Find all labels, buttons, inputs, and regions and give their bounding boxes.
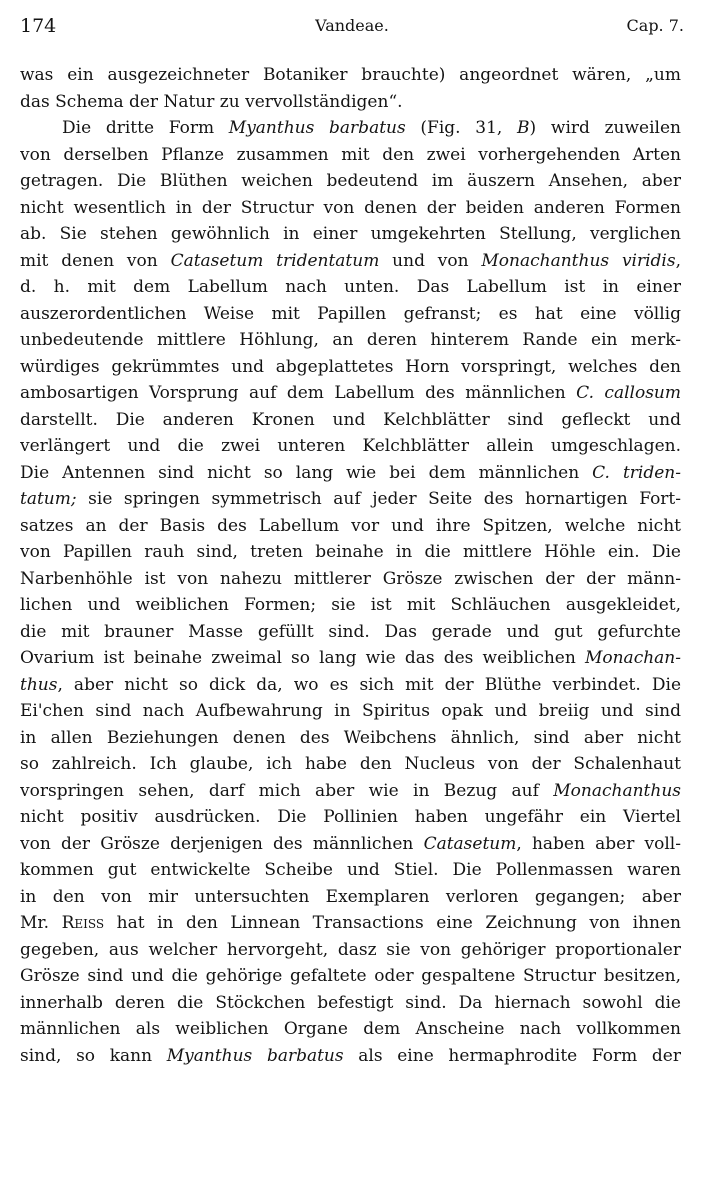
text-line: von der Grösze derjenigen des männlichen Catasetum, haben aber voll- bbox=[20, 833, 681, 854]
text-line: Ei'chen sind nach Aufbewahrung in Spiritus opak und breiig und sind bbox=[20, 701, 681, 721]
text-line: würdiges gekrümmtes und abgeplattetes Horn vorspringt, welches den bbox=[20, 356, 681, 377]
text-line: unbedeutende mittlere Höhlung, an deren hinterem Rande ein merk- bbox=[20, 330, 681, 350]
text-line: tatum; sie springen symmetrisch auf jeder Seite des hornartigen Fort- bbox=[20, 489, 681, 509]
text-line: Die Antennen sind nicht so lang wie bei dem männlichen C. triden- bbox=[20, 462, 681, 483]
text-line: in den von mir untersuchten Exemplaren verloren gegangen; aber bbox=[20, 886, 681, 907]
text-line: das Schema der Natur zu vervollständigen“. bbox=[20, 91, 403, 112]
text-line: darstellt. Die anderen Kronen und Kelchblätter sind gefleckt und bbox=[20, 409, 681, 430]
text-line: kommen gut entwickelte Scheibe und Stiel. Die Pollenmassen waren bbox=[20, 860, 681, 880]
text-line: verlängert und die zwei unteren Kelchblätter allein umgeschlagen. bbox=[20, 436, 681, 456]
text-line: auszerordentlichen Weise mit Papillen gefranst; es hat eine völlig bbox=[20, 303, 681, 324]
page-number: 174 bbox=[20, 15, 57, 37]
text-line: sind, so kann Myanthus barbatus als eine hermaphrodite Form der bbox=[20, 1045, 681, 1066]
text-line: von derselben Pflanze zusammen mit den zwei vorhergehenden Arten bbox=[20, 144, 681, 165]
text-line: in allen Beziehungen denen des Weibchens ähnlich, sind aber nicht bbox=[20, 727, 681, 748]
text-line: innerhalb deren die Stöckchen befestigt sind. Da hiernach sowohl die bbox=[20, 992, 681, 1013]
text-line: ab. Sie stehen gewöhnlich in einer umgekehrten Stellung, verglichen bbox=[20, 224, 681, 244]
text-line: von Papillen rauh sind, treten beinahe in die mittlere Höhle ein. Die bbox=[20, 542, 681, 562]
text-line: nicht wesentlich in der Structur von denen der beiden anderen Formen bbox=[20, 197, 681, 218]
chapter-label: Cap. 7. bbox=[626, 16, 684, 35]
text-line: thus, aber nicht so dick da, wo es sich mit der Blüthe verbindet. Die bbox=[20, 674, 681, 695]
text-line: d. h. mit dem Labellum nach unten. Das Labellum ist in einer bbox=[20, 277, 681, 297]
text-line: so zahlreich. Ich glaube, ich habe den Nucleus von der Schalenhaut bbox=[20, 754, 681, 774]
text-line: gegeben, aus welcher hervorgeht, dasz sie von gehöriger proportionaler bbox=[20, 939, 681, 960]
text-line: vorspringen sehen, darf mich aber wie in Bezug auf Monachanthus bbox=[20, 780, 681, 801]
text-line: Ovarium ist beinahe zweimal so lang wie das des weiblichen Monachan- bbox=[20, 648, 681, 668]
text-line: ambosartigen Vorsprung auf dem Labellum des männlichen C. callosum bbox=[20, 383, 681, 403]
text-line: was ein ausgezeichneter Botaniker brauchte) angeordnet wären, „um bbox=[20, 65, 681, 85]
text-line: männlichen als weiblichen Organe dem Anscheine nach vollkommen bbox=[20, 1019, 681, 1039]
text-line: getragen. Die Blüthen weichen bedeutend im äuszern Ansehen, aber bbox=[20, 171, 681, 191]
text-line: Narbenhöhle ist von nahezu mittlerer Grösze zwischen der der männ- bbox=[20, 568, 681, 589]
text-line: die mit brauner Masse gefüllt sind. Das gerade und gut gefurchte bbox=[20, 621, 681, 642]
running-title: Vandeae. bbox=[315, 16, 389, 35]
text-line: lichen und weiblichen Formen; sie ist mit Schläuchen ausgekleidet, bbox=[20, 595, 681, 615]
text-line: Die dritte Form Myanthus barbatus (Fig. 31, B) wird zuweilen bbox=[62, 118, 681, 138]
body-text bbox=[20, 62, 681, 1069]
text-line: Grösze sind und die gehörige gefaltete oder gespaltene Structur besitzen, bbox=[20, 966, 681, 986]
text-line: satzes an der Basis des Labellum vor und ihre Spitzen, welche nicht bbox=[20, 515, 681, 536]
text-line: nicht positiv ausdrücken. Die Pollinien haben ungefähr ein Viertel bbox=[20, 807, 681, 827]
text-line: mit denen von Catasetum tridentatum und von Monachanthus viridis, bbox=[20, 250, 681, 271]
running-head bbox=[20, 12, 684, 40]
text-line: Mr. Reiss hat in den Linnean Transactions eine Zeichnung von ihnen bbox=[20, 913, 681, 933]
